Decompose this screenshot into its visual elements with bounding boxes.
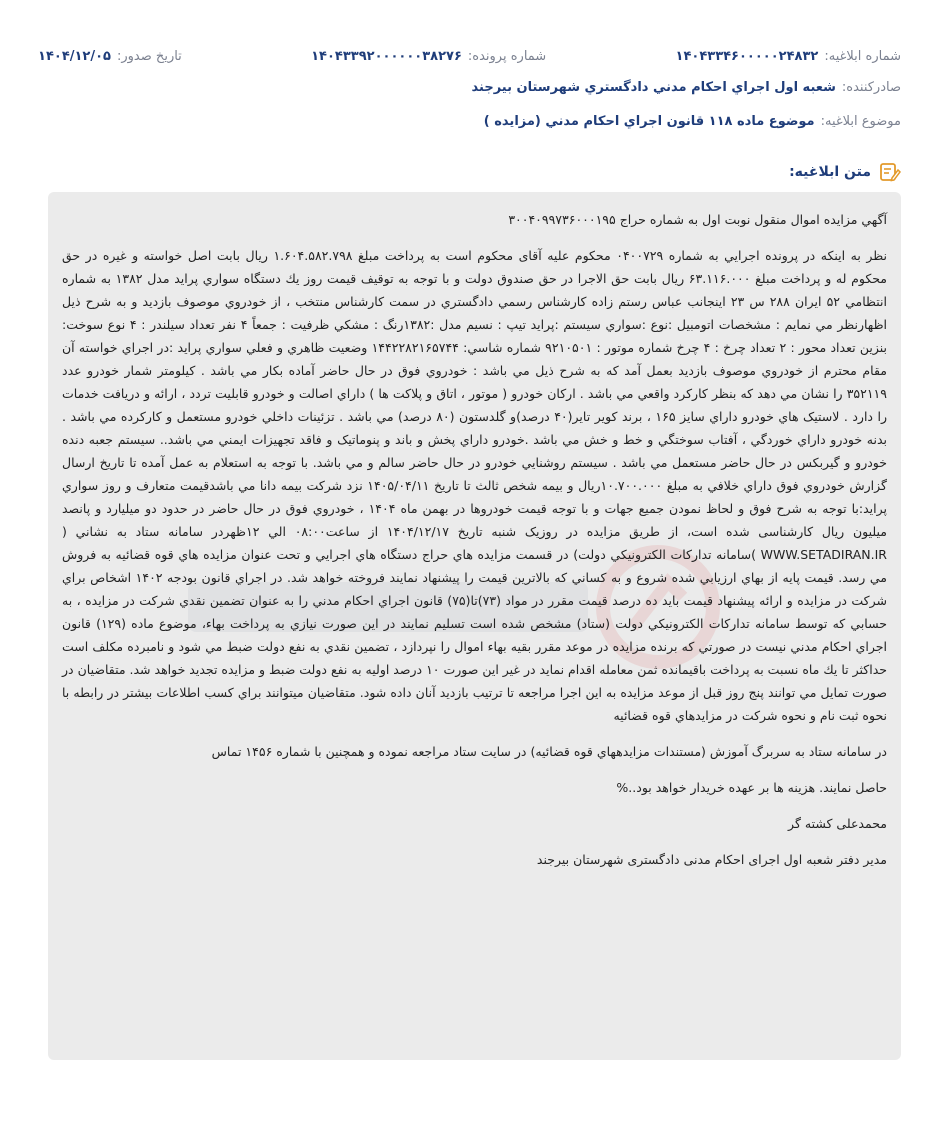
subject-value: موضوع ماده ۱۱۸ قانون اجراي احکام مدني (مزايده ): [483, 114, 815, 129]
notice-text-box: [48, 192, 901, 1060]
notice-number: [676, 49, 901, 64]
case-number: [311, 49, 546, 64]
issuer-line: [38, 80, 901, 95]
issuer-value: شعبه اول اجراي احکام مدني دادگستري شهرستان بيرجند: [471, 80, 836, 95]
notice-cost-line: حاصل نمايند. هزينه ها بر عهده خريدار خواهد بود..%: [616, 780, 887, 795]
subject-line: [38, 114, 901, 129]
notice-number-value: ۱۴۰۴۳۳۴۶۰۰۰۰۰۲۴۸۳۲: [675, 48, 819, 64]
subject-label: موضوع ابلاغیه:: [820, 114, 901, 129]
notice-body: نظر به اينکه در پرونده اجرايي به شماره ۰۴۰۰۷۲۹ محکوم عليه آقاى محکوم است به پرداخت مبلغ ۱.۶۰۴.۵۸۲.۷۹۸ ريال بابت اصل خواسته و غيره در حق محکوم له و پرداخت مبلغ ۶۳.۱۱۶.۰۰۰ ريال بابت حق الاجرا در حق صندوق دولت و با توجه به توقيف قيمت روز يك دستگاه سواري پرايد مدل ۱۳۸۲ به شماره انتظامي ۵۲ ايران ۲۸۸ س ۲۳ اينجانب عباس رستم زاده کارشناس رسمي دادگستري در سمت کارشناس منتخب ، از خودروي موصوف بازديد و به شرح ذيل اظهارنظر مي نمايم : مشخصات اتومبيل :نوع :سواري سيستم :پرايد تيپ : نسيم مدل :۱۳۸۲رنگ : مشکي ظرفيت : جمعاً ۴ نفر تعداد سيلندر : ۴ نوع سوخت: بنزين تعداد محور : ۲ تعداد چرخ : ۴ چرخ شماره موتور : ۹۲۱۰۵۰۱ شماره شاسي: ۱۴۴۲۲۸۲۱۶۵۷۴۴ وضعيت ظاهري و فعلي سواري پرايد :در اجراي خواسته آن مقام محترم از خودروي موصوف بازديد بعمل آمد که به شرح ذيل مي باشد : خودروي فوق در حال حاضر آماده بکار مي باشد . کيلومتر شمار خودرو عدد ۳۵۲۱۱۹ را نشان مي دهد که بنظر کارکرد واقعي مي باشد . ارکان خودرو ( موتور ، اتاق و پلاکت ها ) داراي اصالت و خودرو قابليت تردد ، ارائه و دريافت خدمات را دارد . لاستيک هاي خودرو داراي سايز ۱۶۵ ، برند کوير تاير(۴۰ درصد)و گلدستون (۸۰ درصد) مي باشد . تزئينات داخلي خودرو مستعمل و کارکرده مي باشد . بدنه خودرو داراي خوردگي ، آفتاب سوختگي و خط و خش مي باشد .خودرو داراي پخش و باند و پنوماتيک و فاقد تجهيزات ايمني مي باشد.. سيستم جعبه دنده خودرو و گيربکس در حال حاضر مستعمل مي باشد . سيستم روشنايي خودرو در حال حاضر سالم و مي باشد. با توجه به استعلام به عمل آمده تا تاريخ ارسال گزارش خودروي فوق داراي خلافي به مبلغ ۱۰.۷۰۰.۰۰۰ريال و بيمه شخص ثالث تا تاريخ ۱۴۰۵/۰۴/۱۱ نزد شرکت بيمه دانا مي باشدقيمت متعارف و روز سواري پرايد:با توجه به شرح فوق و لحاظ نمودن جميع جهات و با توجه قيمت خودروها در بهمن ماه ۱۴۰۴ ، خودروي فوق در حال حاضر در حدود دو ميليارد و پانصد ميليون ريال کارشناسی شده است، از طريق مزايده در روزيک شنبه تاريخ ۱۴۰۴/۱۲/۱۷ از ساعت۰۸:۰۰ الي ۱۲ظهردر سامانه ستاد به نشاني ( WWW.SETADIRAN.IR )سامانه تدارکات الکترونيکي دولت) در قسمت مزايده هاي حراج دستگاه هاي اجرايي و تحت عنوان مزايده هاي قوه قضائيه به فروش مي رسد. قيمت پايه از بهاي ارزيابي شده شروع و به کساني که بالاترين قيمت را پيشنهاد نمايند فروخته خواهد شد. در اجراي قانون بودجه ۱۴۰۲ اشخاص براي شرکت در مزايده و ارائه پيشنهاد قيمت بايد ده درصد قيمت مقرر در مواد (۷۳)تا(۷۵) قانون اجراي احکام مدني را به عنوان تضمين نقدي شرکت در مزايده ، به حسابي که توسط سامانه تدارکات الکترونيکي دولت (ستاد) مشخص شده است تسليم نمايند در اين صورت نيازي به پرداخت بهاء، موضوع ماده (۱۲۹) قانون اجراي احکام مدني نيست در صورتي که برنده مزايده در موعد مقرر بقيه بهاء اموال را نپردازد ، تضمين نقدي به نفع دولت ضبط مي شود و نامبرده مکلف است حداکثر تا يك ماه نسبت به پرداخت باقيمانده ثمن معامله اقدام نمايد در غير اين صورت ۱۰ درصد اوليه به نفع دولت ضبط و مزايده تجديد خواهد شد. متقاضيان در صورت تمايل مي توانند پنج روز قبل از موعد مزايده به اين اجرا مراجعه تا ترتيب بازديد آنان داده شود. متقاضيان ميتوانند براي کسب اطلاعات بيشتر در رابطه با نحوه ثبت نام و نحوه شرکت در مزايدهاي قوه قضائيه: [62, 248, 888, 723]
signer-name: محمدعلی کشته گر: [788, 816, 887, 831]
issue-date-label: تاریخ صدور:: [117, 48, 182, 64]
signer-title: مدير دفتر شعبه اول اجرای احکام مدنی دادگستری شهرستان بيرجند: [536, 852, 887, 867]
case-number-value: ۱۴۰۴۳۳۹۲۰۰۰۰۰۰۳۸۲۷۶: [311, 48, 462, 64]
case-number-label: شماره پرونده:: [467, 48, 547, 64]
notice-heading: آگهي مزايده اموال منقول نوبت اول به شماره حراج ۳۰۰۴۰۹۹۷۳۶۰۰۰۱۹۵: [508, 212, 887, 227]
issuer-label: صادرکننده:: [841, 80, 901, 95]
issue-date-value: ۱۴۰۴/۱۲/۰۵: [38, 48, 111, 64]
section-title: [789, 161, 901, 183]
notice-number-label: شماره ابلاغیه:: [824, 48, 901, 64]
document-edit-icon: [879, 161, 901, 183]
section-title-text: متن ابلاغیه:: [789, 164, 871, 180]
notice-contact-line: در سامانه ستاد به سربرگ آموزش (مستندات مزايدههاي قوه قضائيه) در سايت ستاد مراجعه نموده و همچنين با شماره ۱۴۵۶ تماس: [211, 744, 887, 759]
meta-row: [38, 46, 901, 66]
issue-date: [38, 49, 182, 64]
